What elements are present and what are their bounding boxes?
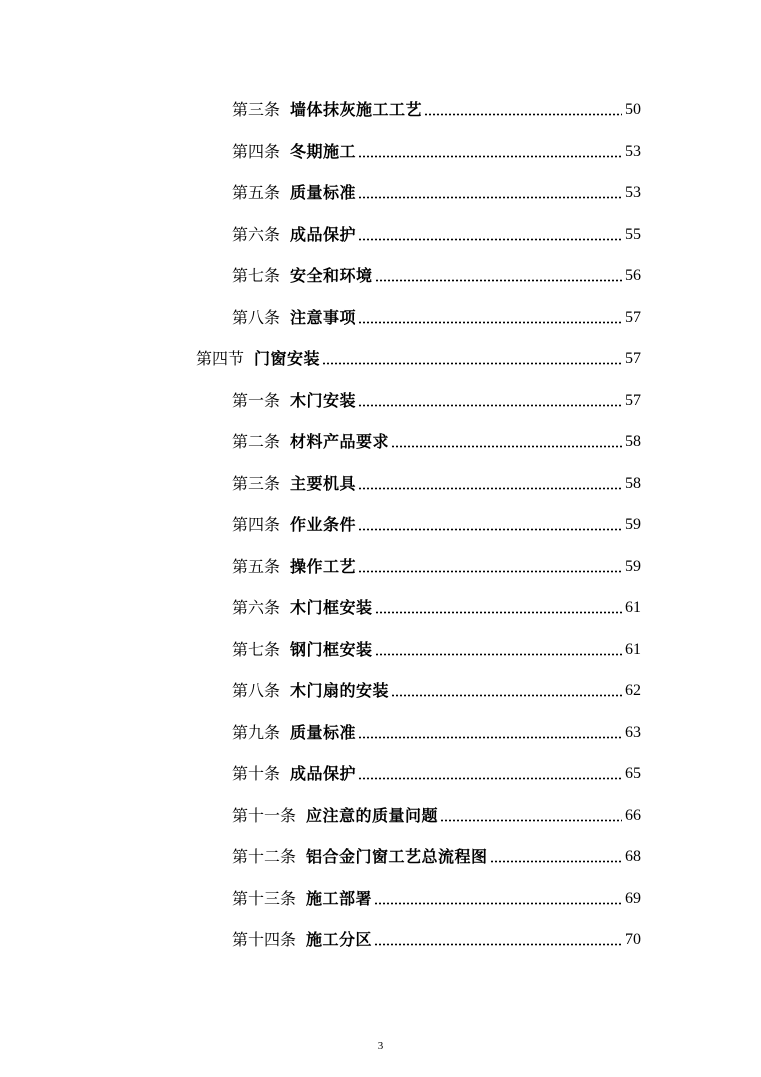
- toc-entry[interactable]: [232, 588, 641, 618]
- toc-entry[interactable]: [232, 796, 641, 826]
- toc-entry-page: 58: [625, 474, 641, 492]
- toc-entry-page: 61: [625, 640, 641, 658]
- toc-entry-page: 55: [625, 225, 641, 243]
- toc-entry[interactable]: [196, 339, 641, 369]
- toc-entry-title: 主要机具: [290, 473, 357, 493]
- toc-dot-leader: [490, 860, 622, 863]
- toc-entry-title: 材料产品要求: [290, 432, 390, 451]
- toc-entry-title: 木门安装: [290, 390, 357, 410]
- toc-entry-page: 68: [625, 848, 641, 865]
- toc-entry-number: 第七条: [232, 266, 281, 285]
- toc-entry[interactable]: [232, 879, 641, 909]
- toc-dot-leader: [358, 238, 622, 241]
- toc-entry-number: 第八条: [232, 681, 281, 700]
- toc-entry-page: 65: [625, 765, 641, 782]
- toc-entry-title: 墙体抹灰施工工艺: [290, 100, 423, 119]
- toc-entry[interactable]: [232, 298, 641, 328]
- toc-entry-title: 门窗安装: [254, 349, 321, 368]
- toc-entry-page: 69: [625, 889, 641, 907]
- toc-entry-title: 成品保护: [290, 764, 357, 783]
- toc-entry-page: 53: [625, 142, 641, 160]
- toc-entry-number: 第七条: [232, 639, 281, 659]
- toc-entry-title: 铝合金门窗工艺总流程图: [306, 847, 488, 866]
- toc-entry-number: 第八条: [232, 307, 281, 327]
- toc-entry-title: 施工分区: [306, 930, 373, 949]
- toc-entry-title: 操作工艺: [290, 556, 357, 576]
- toc-dot-leader: [375, 653, 622, 656]
- toc-entry[interactable]: [232, 464, 641, 494]
- toc-entry-number: 第九条: [232, 722, 281, 742]
- toc-entry-number: 第五条: [232, 183, 281, 202]
- toc-entry[interactable]: [232, 920, 641, 950]
- toc-dot-leader: [358, 528, 622, 531]
- toc-entry-title: 质量标准: [290, 183, 357, 202]
- toc-entry[interactable]: [232, 505, 641, 535]
- toc-entry-page: 58: [625, 433, 641, 450]
- toc-entry-page: 50: [625, 101, 641, 118]
- toc-entry-number: 第六条: [232, 598, 281, 617]
- toc-entry-number: 第十条: [232, 764, 281, 783]
- toc-entry-title: 钢门框安装: [290, 639, 373, 659]
- toc-entry-page: 57: [625, 391, 641, 409]
- toc-entry-title: 注意事项: [290, 307, 357, 327]
- toc-entry-number: 第三条: [232, 100, 281, 119]
- toc-dot-leader: [440, 819, 622, 822]
- toc-dot-leader: [358, 736, 622, 739]
- toc-dot-leader: [358, 155, 622, 158]
- toc-entry-page: 61: [625, 599, 641, 616]
- page-number: 3: [377, 1040, 384, 1052]
- toc-entry-number: 第五条: [232, 556, 281, 576]
- toc-entry-page: 53: [625, 184, 641, 201]
- toc-entry[interactable]: [232, 754, 641, 784]
- toc-entry-page: 59: [625, 516, 641, 533]
- toc-entry-number: 第二条: [232, 432, 281, 451]
- toc-entry[interactable]: [232, 132, 641, 162]
- toc-dot-leader: [358, 777, 622, 780]
- toc-entry-number: 第一条: [232, 390, 281, 410]
- toc-entry[interactable]: [232, 713, 641, 743]
- toc-entry-page: 56: [625, 267, 641, 284]
- toc-entry-page: 59: [625, 557, 641, 575]
- toc-entry-page: 63: [625, 723, 641, 741]
- toc-dot-leader: [375, 611, 622, 614]
- toc-dot-leader: [358, 196, 622, 199]
- toc-dot-leader: [374, 943, 622, 946]
- toc-entry-page: 62: [625, 682, 641, 699]
- toc-dot-leader: [375, 279, 622, 282]
- toc-entry-number: 第四节: [196, 349, 245, 368]
- toc-entry[interactable]: [232, 381, 641, 411]
- toc-entry[interactable]: [232, 547, 641, 577]
- toc-entry-number: 第十三条: [232, 888, 297, 908]
- toc-entry[interactable]: [232, 173, 641, 203]
- toc-entry-title: 成品保护: [290, 224, 357, 244]
- toc-entry-number: 第十二条: [232, 847, 297, 866]
- toc-entry[interactable]: [232, 671, 641, 701]
- toc-entry-title: 作业条件: [290, 515, 357, 534]
- toc-dot-leader: [391, 445, 622, 448]
- toc-dot-leader: [358, 321, 622, 324]
- toc-entry-number: 第四条: [232, 141, 281, 161]
- toc-entry-page: 66: [625, 806, 641, 824]
- toc-dot-leader: [374, 902, 622, 905]
- toc-entry-number: 第四条: [232, 515, 281, 534]
- toc-entry-title: 冬期施工: [290, 141, 357, 161]
- toc-entry-title: 安全和环境: [290, 266, 373, 285]
- toc-dot-leader: [391, 694, 622, 697]
- toc-entry-title: 木门框安装: [290, 598, 373, 617]
- toc-entry-number: 第三条: [232, 473, 281, 493]
- toc-entry-number: 第十四条: [232, 930, 297, 949]
- toc-entry-title: 木门扇的安装: [290, 681, 390, 700]
- toc-entry-page: 57: [625, 350, 641, 367]
- toc-dot-leader: [424, 113, 622, 116]
- toc-entry-title: 应注意的质量问题: [306, 805, 439, 825]
- toc-entry-number: 第十一条: [232, 805, 297, 825]
- toc-entry[interactable]: [232, 90, 641, 120]
- toc-dot-leader: [322, 362, 622, 365]
- toc-dot-leader: [358, 487, 622, 490]
- toc-entry[interactable]: [232, 630, 641, 660]
- toc-entry[interactable]: [232, 422, 641, 452]
- toc-dot-leader: [358, 404, 622, 407]
- toc-entry-title: 施工部署: [306, 888, 373, 908]
- toc-dot-leader: [358, 570, 622, 573]
- toc-entry-title: 质量标准: [290, 722, 357, 742]
- toc-entry[interactable]: [232, 837, 641, 867]
- toc-entry[interactable]: [232, 215, 641, 245]
- toc-entry[interactable]: [232, 256, 641, 286]
- toc-entry-number: 第六条: [232, 224, 281, 244]
- toc-entry-page: 57: [625, 308, 641, 326]
- toc-entry-page: 70: [625, 931, 641, 948]
